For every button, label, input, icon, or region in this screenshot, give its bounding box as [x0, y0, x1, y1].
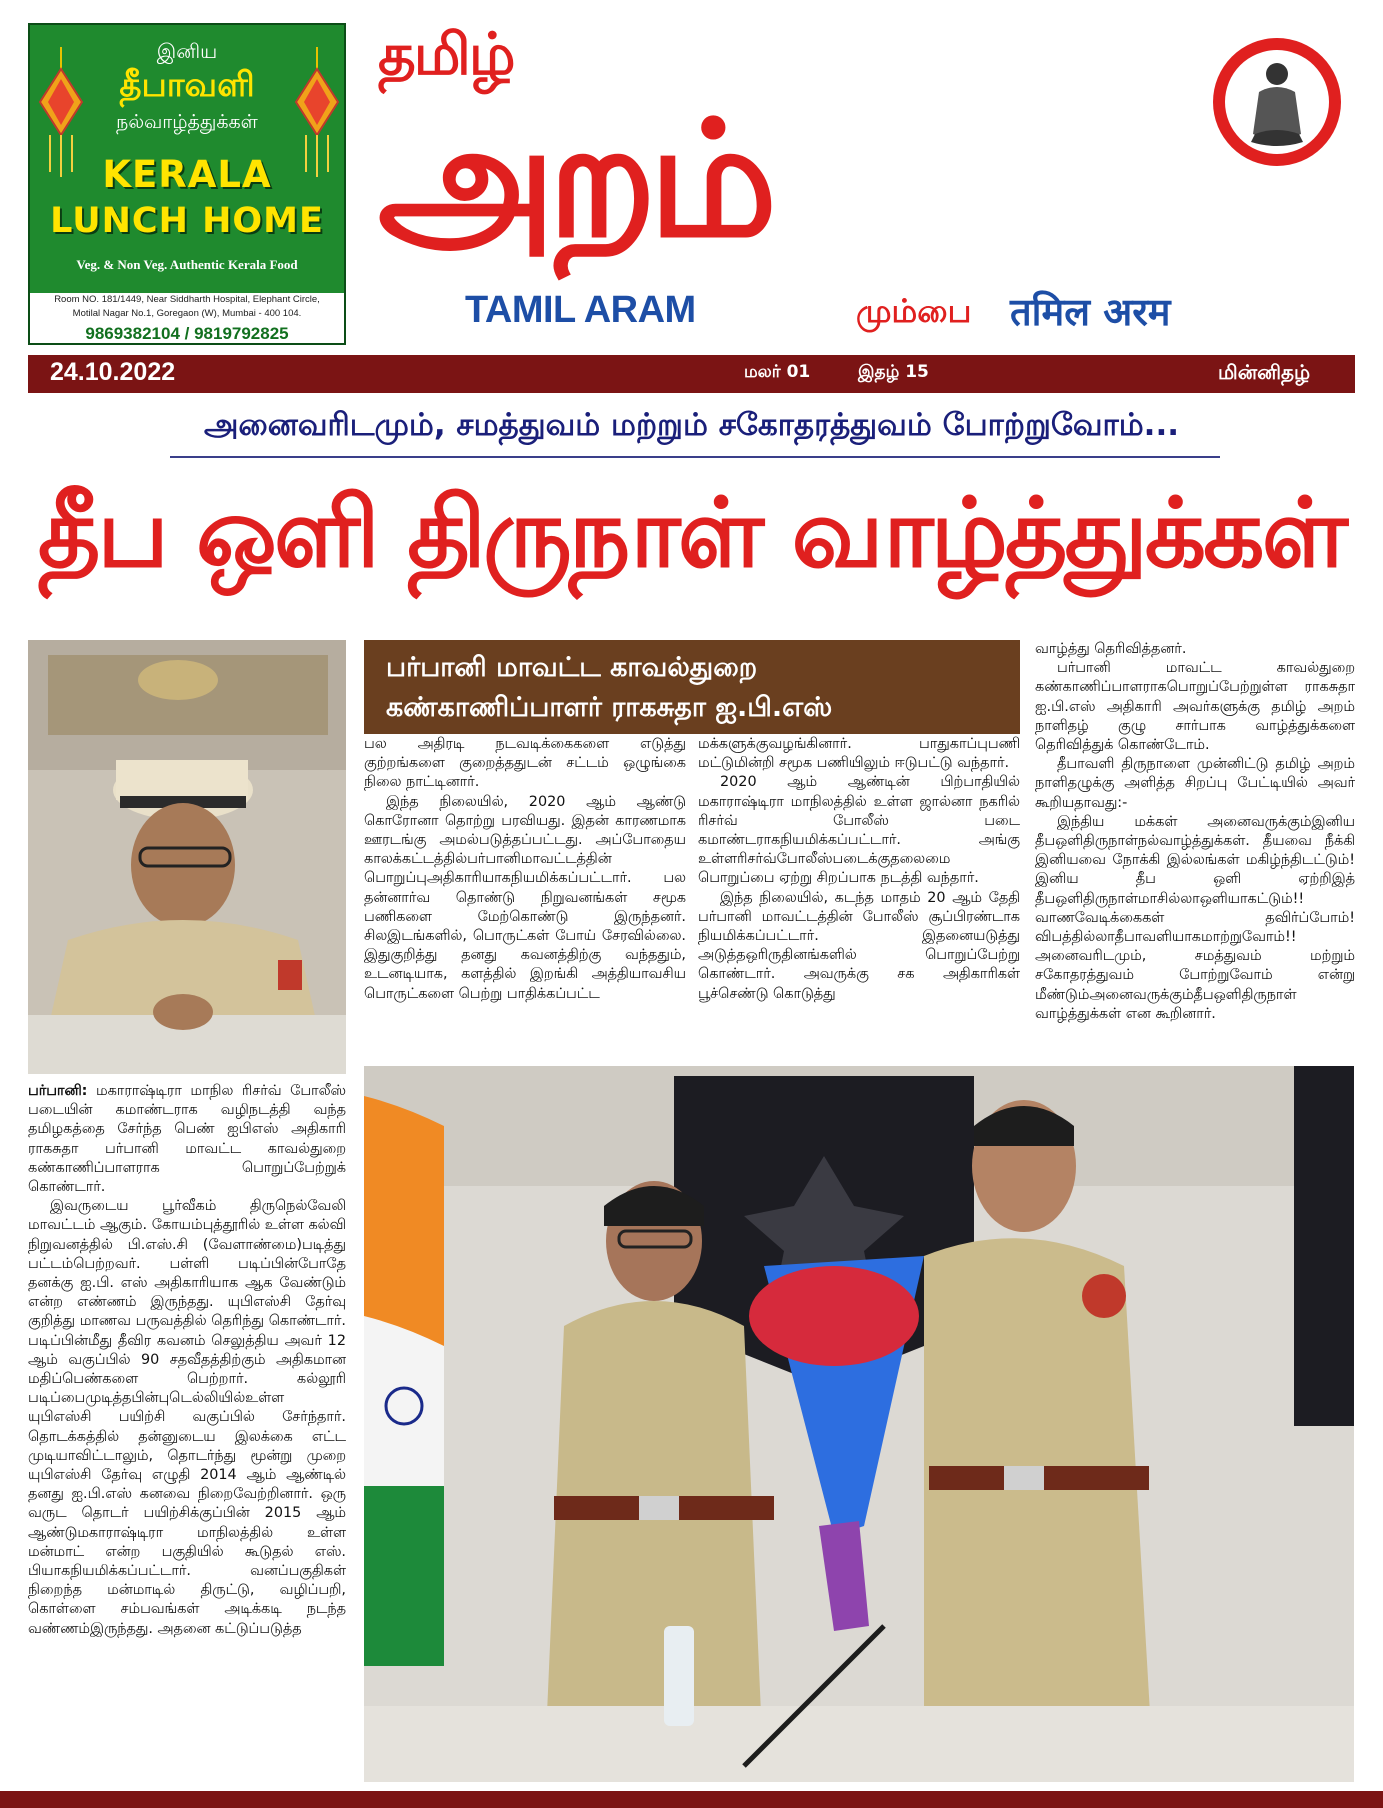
thiruvalluvar-emblem-icon: [1207, 34, 1347, 170]
article-column-3: [698, 735, 1020, 1004]
ad-tagline: Veg. & Non Veg. Authentic Kerala Food: [76, 257, 298, 272]
article-column-4: [1035, 640, 1355, 1024]
article-paragraph: 2020 ஆம் ஆண்டின் பிற்பாதியில் மகாராஷ்டிரா மாநிலத்தில் உள்ள ஜால்னா நகரில் ரிசர்வ் போலீஸ் படை கமாண்டராகநியமிக்கப்பட்டார். அங்கு உள்ளரிசர்வ்போலீஸ்படைக்குதலைமை பொறுப்பை ஏற்று சிறப்பாக நடத்தி வந்தார்.: [698, 774, 1020, 887]
article-paragraph: வாழ்த்து தெரிவித்தனர்.: [1035, 641, 1187, 657]
issue-date: 24.10.2022: [50, 358, 176, 386]
article-title-line1: பர்பானி மாவட்ட காவல்துறை: [386, 652, 758, 683]
article-column-1: [28, 1082, 346, 1639]
article-column-2: [364, 735, 686, 1004]
ad-business-name-line2: LUNCH HOME: [50, 201, 324, 241]
ad-greeting-line2: தீபாவளி: [119, 65, 255, 105]
bouquet-handover-photo: [364, 1066, 1354, 1782]
masthead-tamil-word: தமிழ்: [378, 20, 514, 88]
article-paragraph: தீபாவளி திருநாளை முன்னிட்டு தமிழ் அறம் நாளிதழுக்கு அளித்த சிறப்பு பேட்டியில் அவர் கூறியதாவது:-: [1035, 756, 1355, 811]
masthead-aram-logo: அறம்: [378, 86, 770, 273]
date-bar: [28, 355, 1355, 393]
article-paragraph: பர்பானி: மகாராஷ்டிரா மாநில ரிசர்வ் போலீஸ் படையின் கமாண்டராக வழிநடத்தி வந்த தமிழகத்தை சேர்ந்த பெண் ஐபிஎஸ் அதிகாரி ராகசுதா பர்பானி மாவட்ட காவல்துறை கண்காணிப்பாளராக பொறுப்பேற்றுக் கொண்டார்.: [28, 1083, 346, 1196]
masthead-hindi-name: तमिल अरम: [1010, 290, 1171, 334]
slogan: அனைவரிடமும், சமத்துவம் மற்றும் சகோதரத்துவம் போற்றுவோம்...: [203, 407, 1180, 443]
bottom-bar: [0, 1791, 1383, 1808]
masthead-latin-name: TAMIL ARAM: [465, 289, 696, 331]
article-title-box: [364, 640, 1020, 734]
ad-address: Room NO. 181/1449, Near Siddharth Hospital, Elephant Circle, Motilal Nagar No.1, Goregaon (W), Mumbai - 400 104.: [30, 293, 344, 321]
issue-volume: மலர் 01: [744, 362, 811, 382]
advertisement-kerala-lunch-home: [28, 23, 346, 345]
officer-portrait-photo: [28, 640, 346, 1074]
masthead-city: மும்பை: [856, 292, 972, 330]
article-paragraph: மக்களுக்குவழங்கினார். பாதுகாப்புபணி மட்டுமின்றி சமூக பணியிலும் ஈடுபட்டு வந்தார்.: [698, 736, 1020, 772]
article-dateline: பர்பானி:: [28, 1083, 88, 1099]
ad-greeting-line3: நல்வாழ்த்துக்கள்: [116, 111, 258, 133]
issue-number: இதழ் 15: [858, 362, 929, 382]
article-paragraph: இந்திய மக்கள் அனைவருக்கும்இனிய தீபஒளிதிருநாள்நல்வாழ்த்துக்கள். தீயவை நீக்கி இனியவை நோக்கி இல்லங்கள் மகிழ்ந்திடட்டும்! இனிய தீப ஒளி ஏற்றிஇத் தீபஒளிதிருநாள்மாசில்லாஒளியாகட்டும்!! வாணவேடிக்கைகள் தவிர்ப்போம்! விபத்தில்லாதீபாவளியாகமாற்றுவோம்!! அனைவரிடமும், சமத்துவம் மற்றும் சகோதரத்துவம் போற்றுவோம் என்று மீண்டும்அனைவருக்கும்தீபஒளிதிருநாள் வாழ்த்துக்கள் என கூறினார்.: [1035, 813, 1355, 1022]
article-paragraph: இந்த நிலையில், கடந்த மாதம் 20 ஆம் தேதி பர்பானி மாவட்டத்தின் போலீஸ் சூப்பிரண்டாக நியமிக்கப்பட்டார். இதனையடுத்து அடுத்தஒரிருதினங்களில் பொறுப்பேற்று கொண்டார். அவருக்கு சக அதிகாரிகள் பூச்செண்டு கொடுத்து: [698, 889, 1020, 1002]
ad-business-name-line1: KERALA: [102, 153, 272, 196]
article-paragraph: பல அதிரடி நடவடிக்கைகளை எடுத்து குற்றங்களை குறைத்ததுடன் சட்டம் ஒழுங்கை நிலை நாட்டினார்.: [364, 736, 686, 791]
ad-phone-numbers: 9869382104 / 9819792825: [30, 321, 344, 345]
article-paragraph: இவருடைய பூர்வீகம் திருநெல்வேலி மாவட்டம் ஆகும். கோயம்புத்தூரில் உள்ள கல்வி நிறுவனத்தில் பி.எஸ்.சி (வேளாண்மை)படித்து பட்டம்பெற்றவர். பள்ளி படிப்பின்போதே தனக்கு ஐ.பி. எஸ் அதிகாரியாக ஆக வேண்டும் என்ற எண்ணம் இருந்தது. யுபிஎஸ்சி தேர்வு குறித்து மாணவ பருவத்தில் தெரிந்து கொண்டார். படிப்பின்மீது தீவிர கவனம் செலுத்திய அவர் 12 ஆம் வகுப்பில் 90 சதவீதத்திற்கும் அதிகமான மதிப்பெண்களை பெற்றார். கல்லூரி படிப்பைமுடித்தபின்புடெல்லியில்உள்ள யுபிஎஸ்சி பயிற்சி வகுப்பில் சேர்ந்தார். தொடக்கத்தில் தன்னுடைய இலக்கை எட்ட முடியாவிட்டாலும், தொடர்ந்து மூன்று முறை யுபிஎஸ்சி தேர்வு எழுதி 2014 ஆம் ஆண்டில் தனது ஐ.பி.எஸ் கனவை நிறைவேற்றினார். ஒரு வருட தொடர் பயிற்சிக்குப்பின் 2015 ஆம் ஆண்டுமகாராஷ்டிரா மாநிலத்தில் உள்ள மன்மாட் என்ற பகுதியில் கூடுதல் எஸ். பியாகநியமிக்கப்பட்டார். வனப்பகுதிகள் நிறைந்த மன்மாடில் திருட்டு, வழிப்பறி, கொள்ளை சம்பவங்கள் அடிக்கடி நடந்த வண்ணம்இருந்தது. அதனை கட்டுப்படுத்த: [28, 1198, 346, 1637]
article-paragraph: பர்பானி மாவட்ட காவல்துறை கண்காணிப்பாளராகபொறுப்பேற்றுள்ள ராகசுதா ஐ.பி.எஸ் அதிகாரி அவர்களுக்கு தமிழ் அறம் நாளிதழ் குழு சார்பாக வாழ்த்துக்களை தெரிவித்துக் கொண்டோம்.: [1035, 660, 1355, 754]
headline: தீப ஒளி திருநாள் வாழ்த்துக்கள்: [37, 477, 1346, 589]
article-paragraph: இந்த நிலையில், 2020 ஆம் ஆண்டு கொரோனா தொற்று பரவியது. இதன் காரணமாக ஊரடங்கு அமல்படுத்தப்பட்டது. அப்போதைய காலக்கட்டத்தில்பர்பானிமாவட்டத்தின் பொறுப்புஅதிகாரியாகநியமிக்கப்பட்டார். பல தன்னார்வ தொண்டு நிறுவனங்கள் சமூக பணிகளை மேற்கொண்டு இருந்தனர். சிலஇடங்களில், பொருட்கள் போய் சேரவில்லை. இதுகுறித்து தனது கவனத்திற்கு வந்ததும், உடனடியாக, களத்தில் இறங்கி அத்தியாவசிய பொருட்களை பெற்று பாதிக்கப்பட்ட: [364, 793, 686, 1002]
ad-greeting-line1: இனிய: [156, 39, 218, 63]
edition-type: மின்னிதழ்: [1218, 360, 1311, 384]
slogan-divider: [170, 456, 1220, 458]
article-title-line2: கண்காணிப்பாளர் ராகசுதா ஐ.பி.எஸ்: [386, 692, 833, 723]
